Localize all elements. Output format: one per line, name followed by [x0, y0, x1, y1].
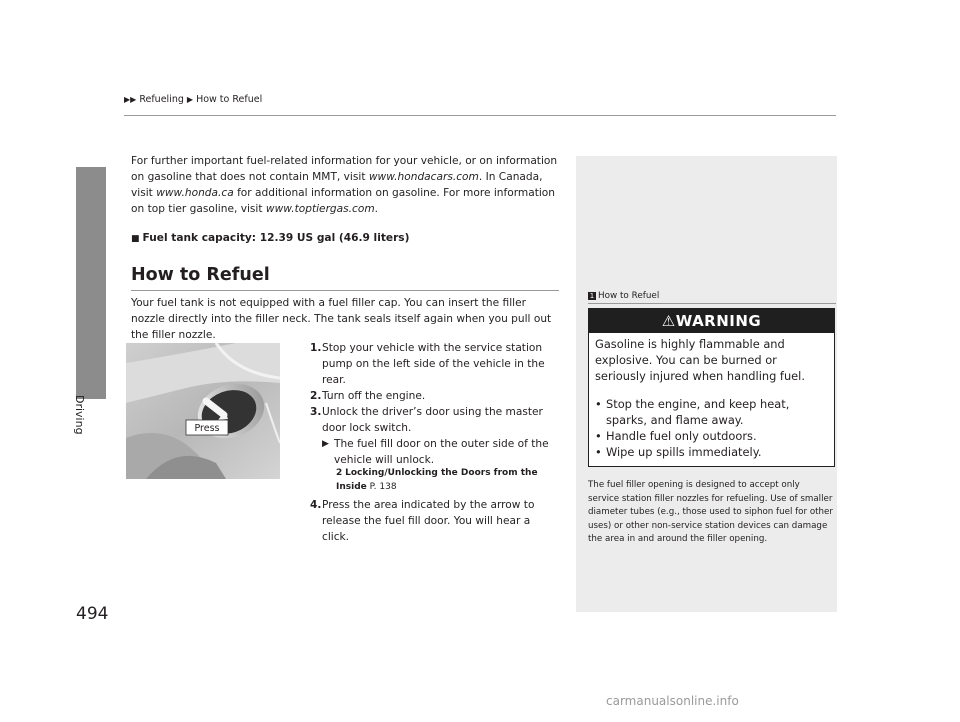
xref-title[interactable]: Locking/Unlocking the Doors from the Inside — [336, 468, 538, 492]
section-divider — [131, 290, 559, 291]
sidebar-heading — [588, 291, 659, 301]
warning-text: Gasoline is highly flammable and explosive. You can be burned or seriously injured when handling fuel. — [595, 337, 805, 383]
note-marker-icon: 1 — [589, 292, 595, 300]
section-title: How to Refuel — [131, 265, 270, 285]
warning-bullet-text: Handle fuel only outdoors. — [606, 429, 757, 443]
warning-bullet-text: Stop the engine, and keep heat, sparks, and flame away. — [606, 397, 790, 427]
result-arrow-icon: ▶ — [322, 439, 329, 449]
watermark: carmanualsonline.info — [606, 694, 739, 708]
step-number: 4. — [310, 499, 322, 511]
breadcrumb — [124, 94, 262, 105]
breadcrumb-separator-icon: ▶ — [186, 95, 194, 104]
step-text: Turn off the engine. — [322, 390, 426, 402]
step-number: 2. — [310, 390, 322, 402]
step-number: 1. — [310, 342, 322, 354]
breadcrumb-section[interactable]: Refueling — [139, 94, 184, 105]
breadcrumb-page: How to Refuel — [196, 94, 263, 105]
result-text: The fuel fill door on the outer side of the vehicle will unlock. — [334, 438, 549, 466]
bullet-dot-icon: • — [595, 397, 602, 411]
step-text: Press the area indicated by the arrow to release the fuel fill door. You will hear a click. — [322, 499, 535, 543]
page-number: 494 — [76, 604, 109, 624]
header-divider — [124, 115, 836, 116]
chapter-tab-label: Driving — [73, 395, 86, 435]
warning-triangle-icon: ⚠ — [661, 312, 676, 330]
intro-paragraph — [131, 153, 561, 217]
cross-reference[interactable] — [336, 466, 566, 494]
press-label: Press — [194, 423, 220, 434]
bullet-dot-icon: • — [595, 445, 602, 459]
sidebar-heading-text: How to Refuel — [598, 291, 660, 301]
link-honda-ca[interactable]: www.honda.ca — [156, 187, 234, 199]
intro-text: for additional information on gasoline. For more information on top tier gasoline, visit — [131, 187, 555, 215]
warning-title-text: WARNING — [675, 312, 762, 330]
chapter-tab — [76, 167, 106, 399]
sidebar-note: The fuel filler opening is designed to accept only service station filler nozzles for refueling. Use of smaller diameter tubes (e.g., those used to siphon fuel for other uses) or other non-service station devices can damage the area in and around the filler opening. — [588, 480, 833, 544]
xref-page[interactable]: P. 138 — [369, 482, 397, 492]
step-text: Stop your vehicle with the service station pump on the left side of the vehicle in the rear. — [322, 342, 545, 386]
link-hondacars[interactable]: www.hondacars.com — [368, 171, 479, 183]
breadcrumb-arrow-icon: ▶▶ — [124, 95, 137, 104]
square-bullet-icon: ■ — [131, 234, 140, 244]
bullet-dot-icon: • — [595, 429, 602, 443]
intro-text: . — [374, 203, 379, 215]
sidebar-divider — [588, 303, 836, 304]
link-toptiergas[interactable]: www.toptiergas.com — [265, 203, 375, 215]
fuel-door-illustration — [126, 343, 280, 479]
step-text: Unlock the driver’s door using the master door lock switch. — [322, 406, 543, 434]
warning-bullet-text: Wipe up spills immediately. — [606, 445, 762, 459]
intro-text: . In Canada, visit — [131, 171, 543, 199]
intro-text: For further important fuel-related information for your vehicle, or on information on gasoline that does not contain MMT, visit — [131, 155, 558, 183]
step-number: 3. — [310, 406, 322, 418]
section-lead: Your fuel tank is not equipped with a fuel filler cap. You can insert the filler nozzle directly into the filler neck. The tank seals itself again when you pull out the filler nozzle. — [131, 297, 552, 341]
fuel-capacity-text: Fuel tank capacity: 12.39 US gal (46.9 liters) — [142, 232, 410, 244]
fuel-capacity-heading — [131, 232, 409, 244]
xref-icon: 2 — [336, 468, 343, 478]
warning-title — [589, 312, 834, 330]
